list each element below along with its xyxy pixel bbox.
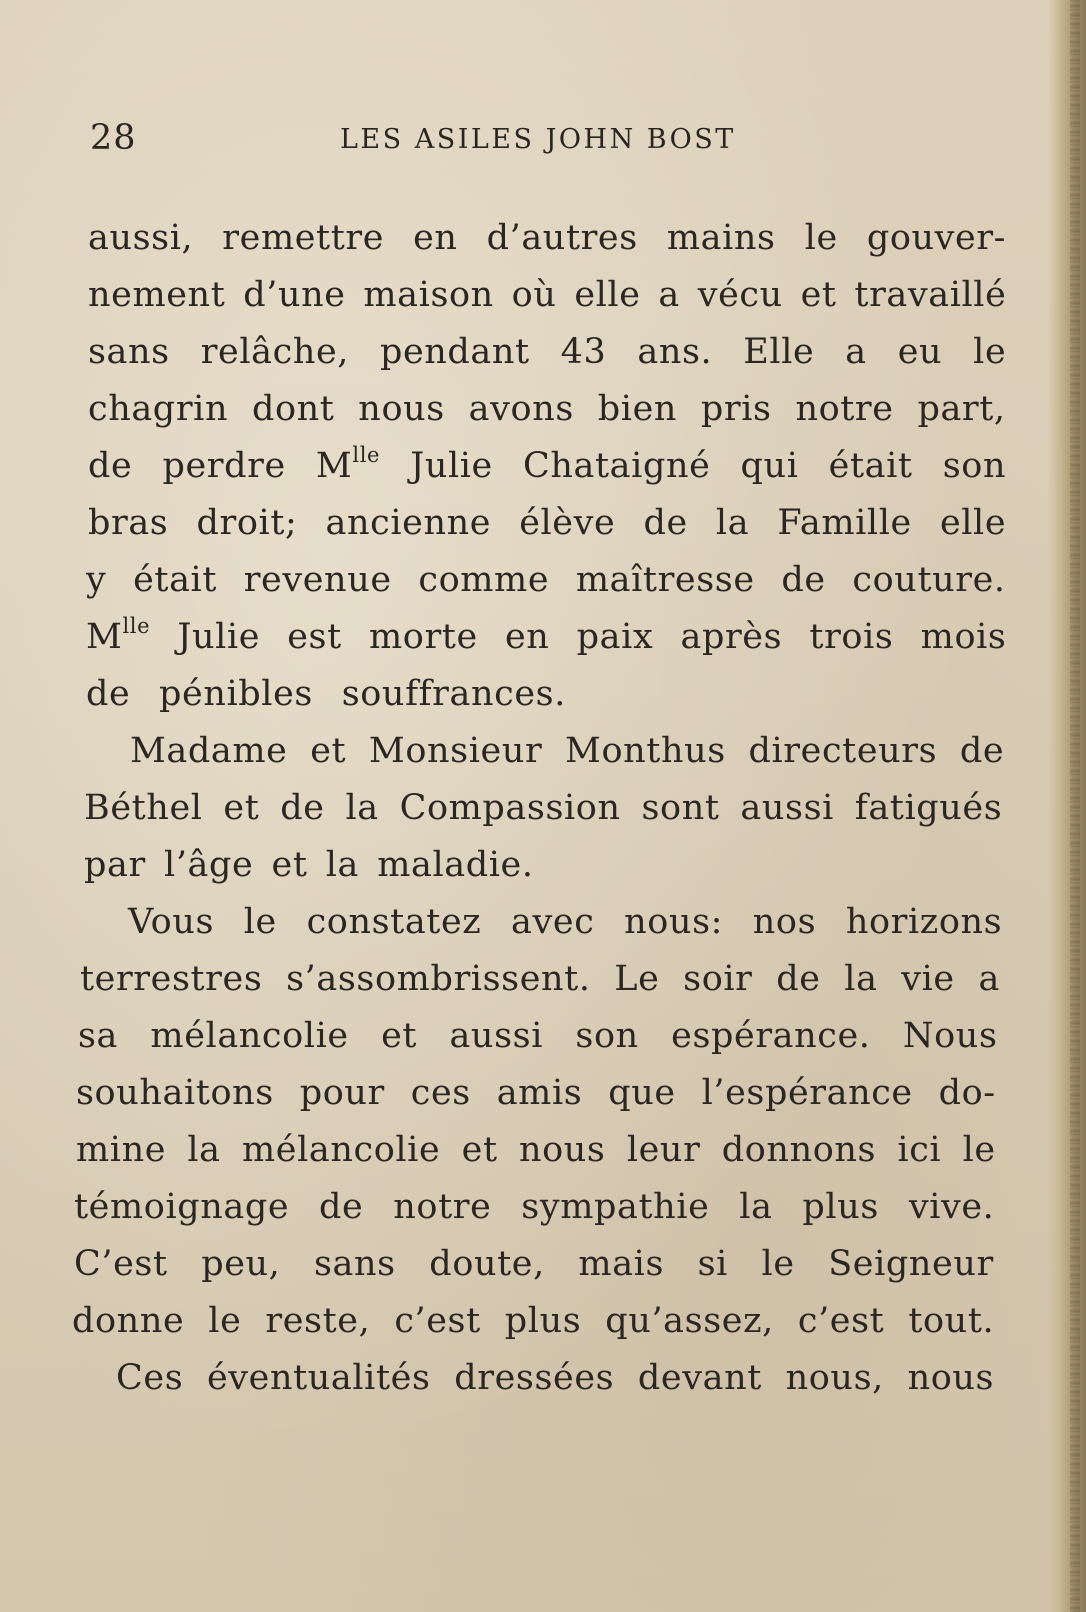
text-line: donne le reste, c’est plus qu’assez, c’est tout. <box>72 1301 995 1341</box>
text-line: Vous le constatez avec nous: nos horizons <box>128 902 1003 942</box>
text-line: C’est peu, sans doute, mais si le Seigneur <box>74 1244 994 1284</box>
text-line: par l’âge et la maladie. <box>84 845 534 885</box>
text-line: témoignage de notre sympathie la plus vive. <box>74 1187 995 1227</box>
text-line: Ces éventualités dressées devant nous, nous <box>116 1358 995 1398</box>
page-number: 28 <box>90 118 137 158</box>
text-line: souhaitons pour ces amis que l’espérance do- <box>76 1073 996 1113</box>
text-line: terrestres s’assombrissent. Le soir de la vie a <box>80 959 1000 999</box>
text-line: mine la mélancolie et nous leur donnons ici le <box>76 1130 996 1170</box>
text-line: Béthel et de la Compassion sont aussi fatigués <box>84 788 1003 828</box>
text-line: sans relâche, pendant 43 ans. Elle a eu le <box>88 332 1007 372</box>
text-line: bras droit; ancienne élève de la Famille elle <box>88 503 1007 543</box>
page-edge <box>1048 0 1086 1612</box>
text-line: de perdre $M^{lle}$ Julie Chataigné qui était son <box>88 443 1007 486</box>
running-title: LES ASILES JOHN BOST <box>340 124 736 155</box>
text-line: y était revenue comme maîtresse de couture. <box>86 560 1006 600</box>
text-line: $M^{lle}$ Julie est morte en paix après trois mois <box>86 614 1007 657</box>
page-header <box>90 118 790 158</box>
text-line: nement d’une maison où elle a vécu et travaillé <box>88 275 1007 315</box>
text-line: sa mélancolie et aussi son espérance. Nous <box>78 1016 998 1056</box>
text-line: chagrin dont nous avons bien pris notre part, <box>88 389 1006 429</box>
text-line: Madame et Monsieur Monthus directeurs de <box>130 731 1005 771</box>
text-line: de pénibles souffrances. <box>86 674 566 714</box>
text-line: aussi, remettre en d’autres mains le gouver- <box>88 218 1007 258</box>
